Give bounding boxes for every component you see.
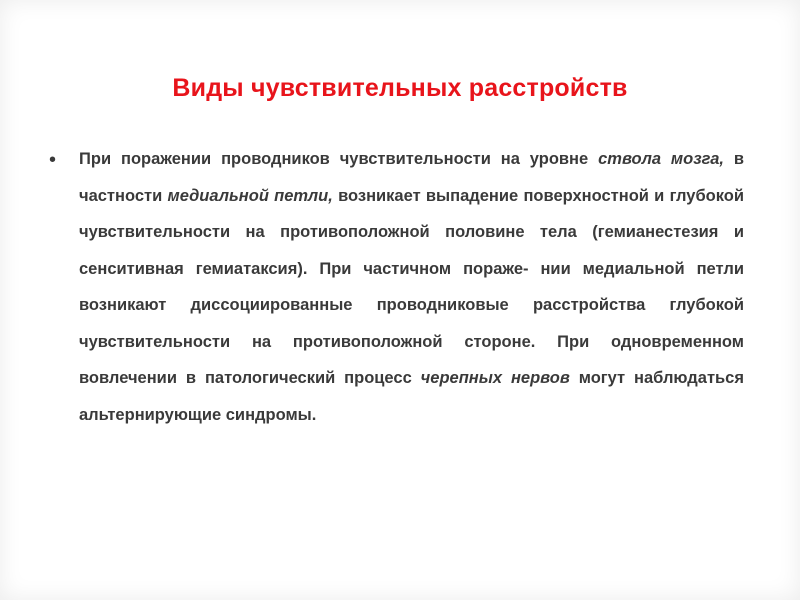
paragraph-segment-italic: медиальной петли, — [167, 186, 333, 205]
paragraph-segment-italic: ствола мозга, — [598, 150, 724, 168]
paragraph-segment: возникает выпадение поверхностной и глубокой чувствительности на противоположной половине тела (гемианестезия и сенситивная гемиатаксия). При частичном пораже- нии медиальной петли возникают диссоциированные проводниковые расстройства глубокой чувствительности на противоположной стороне. При одновременном вовлечении в патологический процесс — [79, 186, 745, 387]
bullet-marker: • — [49, 149, 57, 171]
paragraph-segment: в частности — [79, 150, 745, 205]
paragraph-segment: При поражении проводников чувствительности на уровне — [79, 150, 599, 168]
paragraph-segment: могут наблюдаться альтернирующие синдромы. — [79, 369, 744, 424]
slide-title: Виды чувствительных расстройств — [172, 74, 628, 102]
paragraph-segment-italic: черепных нервов — [420, 369, 570, 387]
bullet-paragraph — [79, 141, 744, 433]
